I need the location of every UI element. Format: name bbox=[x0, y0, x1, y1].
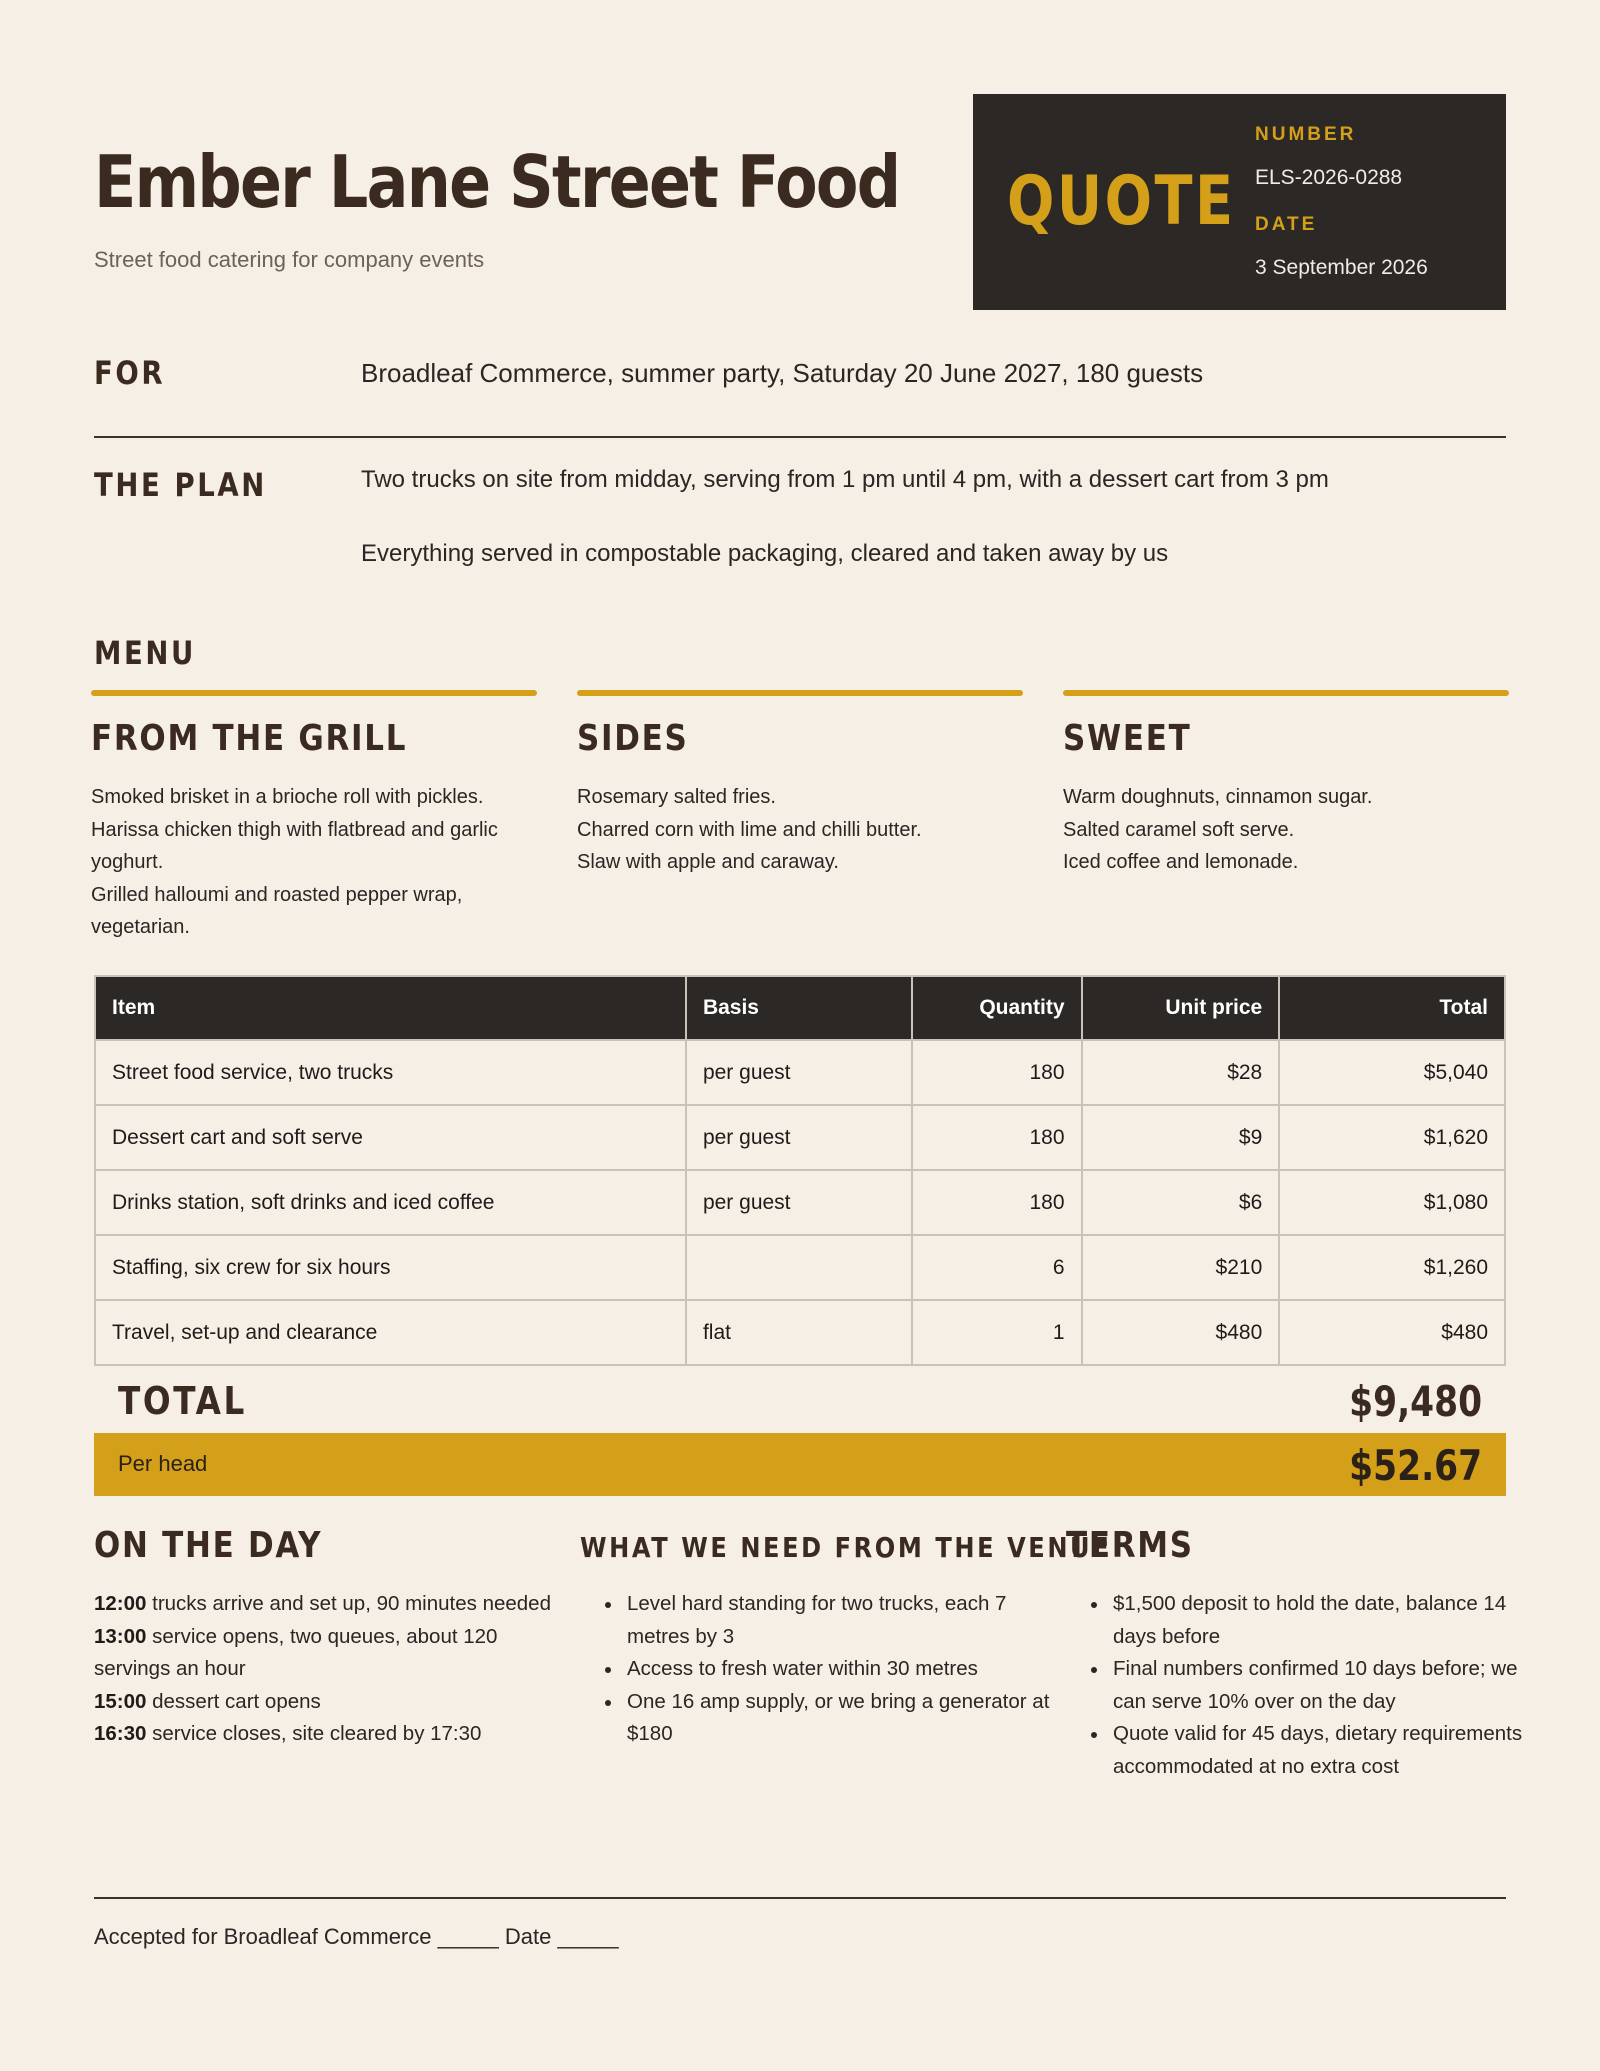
list-item: $1,500 deposit to hold the date, balance 14 days before bbox=[1066, 1588, 1540, 1653]
basis-cell: per guest bbox=[686, 1170, 912, 1235]
table-header-row bbox=[95, 976, 1505, 1040]
quote-number: ELS-2026-0288 bbox=[1255, 166, 1403, 189]
schedule-entry bbox=[94, 1588, 574, 1621]
menu-accent-bar bbox=[577, 690, 1023, 696]
list-item: One 16 amp supply, or we bring a generator at $180 bbox=[580, 1686, 1050, 1751]
menu-item: Grilled halloumi and roasted pepper wrap, vegetarian. bbox=[91, 883, 463, 938]
acceptance-line: Accepted for Broadleaf Commerce _____ Date _____ bbox=[94, 1924, 619, 1949]
schedule-entry bbox=[94, 1718, 574, 1751]
quote-label: QUOTE bbox=[1007, 162, 1236, 241]
unit-price-cell: $210 bbox=[1082, 1235, 1280, 1300]
total-cell: $1,080 bbox=[1279, 1170, 1505, 1235]
menu-column-sweet bbox=[1063, 690, 1509, 879]
terms-section bbox=[1066, 1525, 1540, 1783]
schedule-list bbox=[94, 1588, 574, 1751]
column-header: Unit price bbox=[1082, 976, 1280, 1040]
item-cell: Drinks station, soft drinks and iced coffee bbox=[95, 1170, 686, 1235]
quantity-cell: 6 bbox=[912, 1235, 1082, 1300]
menu-items bbox=[91, 781, 537, 944]
unit-price-cell: $480 bbox=[1082, 1300, 1280, 1365]
menu-item: Rosemary salted fries. bbox=[577, 786, 776, 808]
item-cell: Travel, set-up and clearance bbox=[95, 1300, 686, 1365]
unit-price-cell: $9 bbox=[1082, 1105, 1280, 1170]
company-name: Ember Lane Street Food bbox=[94, 140, 900, 224]
table-row bbox=[95, 1040, 1505, 1105]
basis-cell bbox=[686, 1235, 912, 1300]
number-label: NUMBER bbox=[1255, 124, 1357, 145]
schedule-entry bbox=[94, 1686, 574, 1719]
total-cell: $1,260 bbox=[1279, 1235, 1505, 1300]
terms-list bbox=[1066, 1588, 1540, 1783]
schedule-time: 12:00 bbox=[94, 1592, 147, 1615]
section-heading: TERMS bbox=[1066, 1525, 1194, 1566]
section-heading: WHAT WE NEED FROM THE VENUE bbox=[580, 1531, 1112, 1564]
menu-column-sides bbox=[577, 690, 1023, 879]
menu-item: Smoked brisket in a brioche roll with pickles. bbox=[91, 786, 484, 808]
per-head-row bbox=[94, 1433, 1506, 1496]
menu-heading: FROM THE GRILL bbox=[91, 718, 408, 759]
item-cell: Dessert cart and soft serve bbox=[95, 1105, 686, 1170]
divider bbox=[94, 1897, 1506, 1899]
for-label: FOR bbox=[94, 354, 166, 392]
company-tagline: Street food catering for company events bbox=[94, 247, 485, 272]
table-row bbox=[95, 1170, 1505, 1235]
divider bbox=[94, 436, 1506, 438]
quantity-cell: 1 bbox=[912, 1300, 1082, 1365]
item-cell: Street food service, two trucks bbox=[95, 1040, 686, 1105]
column-header: Total bbox=[1279, 976, 1505, 1040]
total-value: $9,480 bbox=[1349, 1377, 1482, 1426]
line-items-table bbox=[94, 975, 1506, 1366]
quote-info-box bbox=[973, 94, 1506, 310]
schedule-text: trucks arrive and set up, 90 minutes needed bbox=[146, 1592, 551, 1615]
unit-price-cell: $6 bbox=[1082, 1170, 1280, 1235]
table-row bbox=[95, 1235, 1505, 1300]
menu-column-grill bbox=[91, 690, 537, 944]
column-header: Item bbox=[95, 976, 686, 1040]
total-cell: $5,040 bbox=[1279, 1040, 1505, 1105]
schedule-text: service closes, site cleared by 17:30 bbox=[146, 1722, 482, 1745]
date-label: DATE bbox=[1255, 214, 1318, 235]
per-head-label: Per head bbox=[118, 1451, 208, 1476]
plan-label: THE PLAN bbox=[94, 466, 267, 504]
column-header: Quantity bbox=[912, 976, 1082, 1040]
menu-item: Salted caramel soft serve. bbox=[1063, 818, 1295, 841]
schedule-time: 16:30 bbox=[94, 1722, 147, 1745]
menu-item: Charred corn with lime and chilli butter. bbox=[577, 818, 922, 841]
quantity-cell: 180 bbox=[912, 1105, 1082, 1170]
item-cell: Staffing, six crew for six hours bbox=[95, 1235, 686, 1300]
schedule-time: 15:00 bbox=[94, 1689, 147, 1713]
basis-cell: per guest bbox=[686, 1040, 912, 1105]
plan-line: Two trucks on site from midday, serving from 1 pm until 4 pm, with a dessert cart from 3 pm bbox=[361, 466, 1329, 493]
menu-accent-bar bbox=[91, 690, 537, 696]
menu-item: Warm doughnuts, cinnamon sugar. bbox=[1063, 786, 1373, 808]
total-row bbox=[94, 1367, 1506, 1433]
unit-price-cell: $28 bbox=[1082, 1040, 1280, 1105]
table-row bbox=[95, 1300, 1505, 1365]
menu-item: Iced coffee and lemonade. bbox=[1063, 851, 1299, 873]
quantity-cell: 180 bbox=[912, 1170, 1082, 1235]
menu-label: MENU bbox=[94, 634, 196, 672]
basis-cell: per guest bbox=[686, 1105, 912, 1170]
menu-items bbox=[1063, 781, 1509, 879]
menu-accent-bar bbox=[1063, 690, 1509, 696]
list-item: Level hard standing for two trucks, each 7 metres by 3 bbox=[580, 1588, 1050, 1653]
plan-line: Everything served in compostable packaging, cleared and taken away by us bbox=[361, 540, 1169, 567]
on-the-day-section bbox=[94, 1525, 574, 1751]
quantity-cell: 180 bbox=[912, 1040, 1082, 1105]
section-heading: ON THE DAY bbox=[94, 1525, 323, 1566]
total-cell: $1,620 bbox=[1279, 1105, 1505, 1170]
quote-date: 3 September 2026 bbox=[1255, 256, 1428, 279]
menu-heading: SIDES bbox=[577, 718, 689, 759]
menu-heading: SWEET bbox=[1063, 718, 1192, 759]
total-cell: $480 bbox=[1279, 1300, 1505, 1365]
for-text: Broadleaf Commerce, summer party, Saturday 20 June 2027, 180 guests bbox=[361, 358, 1204, 388]
menu-item: Slaw with apple and caraway. bbox=[577, 851, 839, 873]
schedule-text: service opens, two queues, about 120 servings an hour bbox=[94, 1624, 498, 1680]
total-label: TOTAL bbox=[118, 1379, 247, 1423]
schedule-time: 13:00 bbox=[94, 1624, 147, 1648]
column-header: Basis bbox=[686, 976, 912, 1040]
list-item: Final numbers confirmed 10 days before; we can serve 10% over on the day bbox=[1066, 1653, 1540, 1718]
menu-items bbox=[577, 781, 1023, 879]
basis-cell: flat bbox=[686, 1300, 912, 1365]
list-item: Access to fresh water within 30 metres bbox=[580, 1653, 1050, 1686]
schedule-entry bbox=[94, 1621, 574, 1686]
list-item: Quote valid for 45 days, dietary requirements accommodated at no extra cost bbox=[1066, 1718, 1540, 1783]
schedule-text: dessert cart opens bbox=[146, 1689, 321, 1713]
venue-needs-section bbox=[580, 1525, 1112, 1751]
per-head-value: $52.67 bbox=[1349, 1441, 1482, 1490]
table-row bbox=[95, 1105, 1505, 1170]
menu-item: Harissa chicken thigh with flatbread and garlic yoghurt. bbox=[91, 818, 498, 873]
venue-list bbox=[580, 1588, 1050, 1751]
